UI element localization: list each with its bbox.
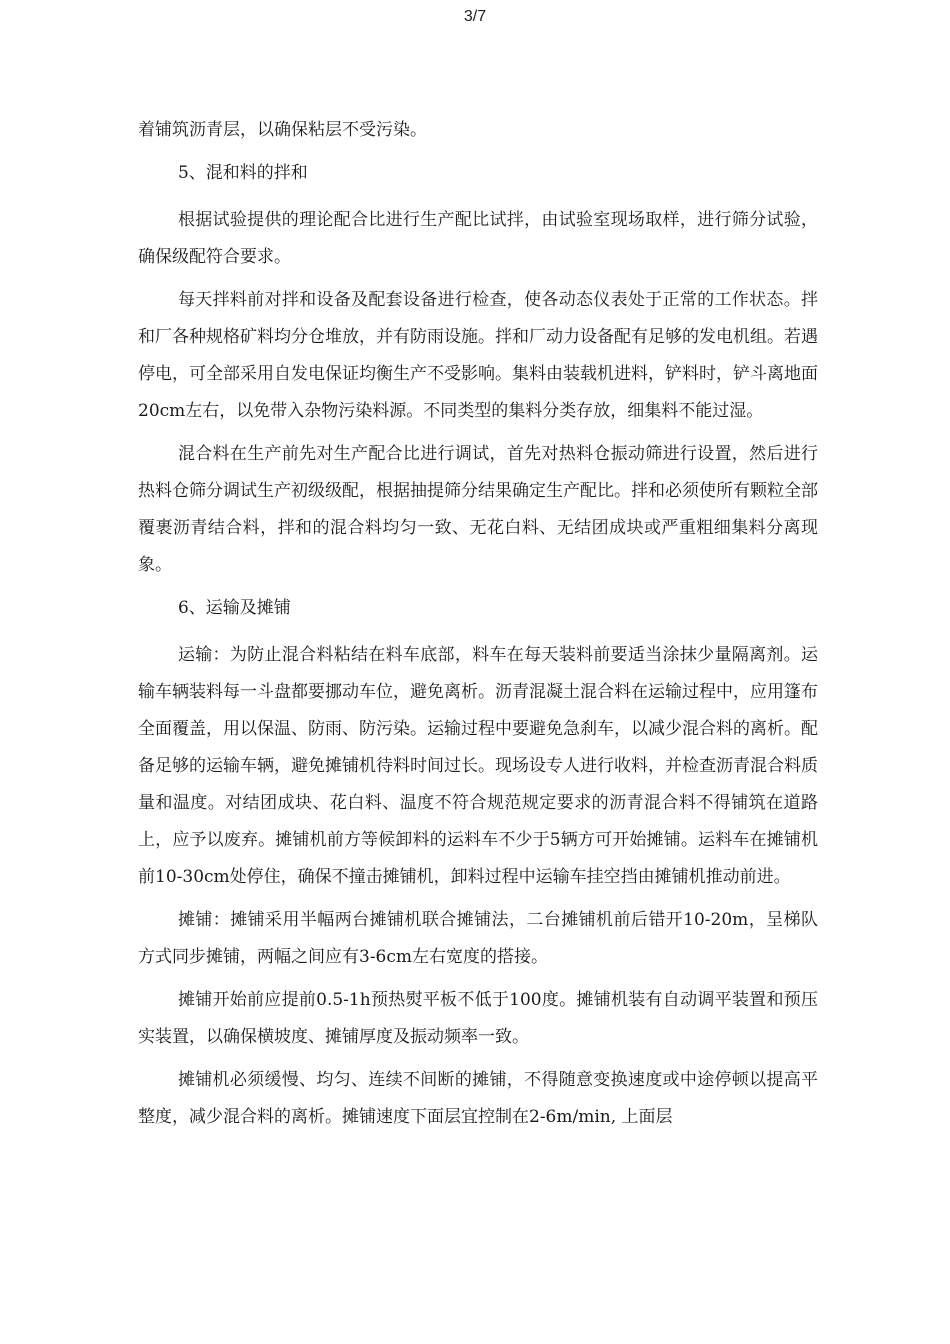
document-body — [138, 112, 818, 1142]
paragraph-continuation: 着铺筑沥青层，以确保粘层不受污染。 — [138, 120, 427, 140]
section-heading-6: 6、运输及摊铺 — [177, 598, 291, 618]
section-heading-5: 5、混和料的拌和 — [177, 163, 308, 183]
paragraph-production-tuning: 混合料在生产前先对生产配合比进行调试，首先对热料仓振动筛进行设置，然后进行热料仓筛分调试生产初级级配，根据抽提筛分结果确定生产配比。拌和必须使所有颗粒全部覆裹沥青结合料，拌和的混合料均匀一致、无花白料、无结团成块或严重粗细集料分离现象。 — [138, 444, 818, 575]
paragraph-daily-check: 每天拌料前对拌和设备及配套设备进行检查，使各动态仪表处于正常的工作状态。拌和厂各种规格矿料均分仓堆放，并有防雨设施。拌和厂动力设备配有足够的发电机组。若遇停电，可全部采用自发电保证均衡生产不受影响。集料由装载机进料，铲料时，铲斗离地面20cm左右，以免带入杂物污染料源。不同类型的集料分类存放，细集料不能过湿。 — [138, 290, 818, 421]
paragraph-mix-ratio: 根据试验提供的理论配合比进行生产配比试拌，由试验室现场取样，进行筛分试验，确保级配符合要求。 — [138, 210, 818, 267]
paragraph-transport: 运输：为防止混合料粘结在料车底部，料车在每天装料前要适当涂抹少量隔离剂。运输车辆装料每一斗盘都要挪动车位，避免离析。沥青混凝土混合料在运输过程中，应用篷布全面覆盖，用以保温、防雨、防污染。运输过程中要避免急刹车，以减少混合料的离析。配备足够的运输车辆，避免摊铺机待料时间过长。现场设专人进行收料，并检查沥青混合料质量和温度。对结团成块、花白料、温度不符合规范规定要求的沥青混合料不得铺筑在道路上，应予以废弃。摊铺机前方等候卸料的运料车不少于5辆方可开始摊铺。运料车在摊铺机前10-30cm处停住，确保不撞击摊铺机，卸料过程中运输车挂空挡由摊铺机推动前进。 — [138, 645, 818, 887]
page-number: 3/7 — [463, 8, 487, 25]
paragraph-paving-speed: 摊铺机必须缓慢、均匀、连续不间断的摊铺，不得随意变换速度或中途停顿以提高平整度，减少混合料的离析。摊铺速度下面层宜控制在2-6m/min, 上面层 — [138, 1070, 818, 1127]
paragraph-paving: 摊铺：摊铺采用半幅两台摊铺机联合摊铺法，二台摊铺机前后错开10-20m，呈梯队方式同步摊铺，两幅之间应有3-6cm左右宽度的搭接。 — [138, 910, 818, 967]
paragraph-preheat: 摊铺开始前应提前0.5-1h预热熨平板不低于100度。摊铺机装有自动调平装置和预压实装置，以确保横坡度、摊铺厚度及振动频率一致。 — [138, 990, 818, 1047]
